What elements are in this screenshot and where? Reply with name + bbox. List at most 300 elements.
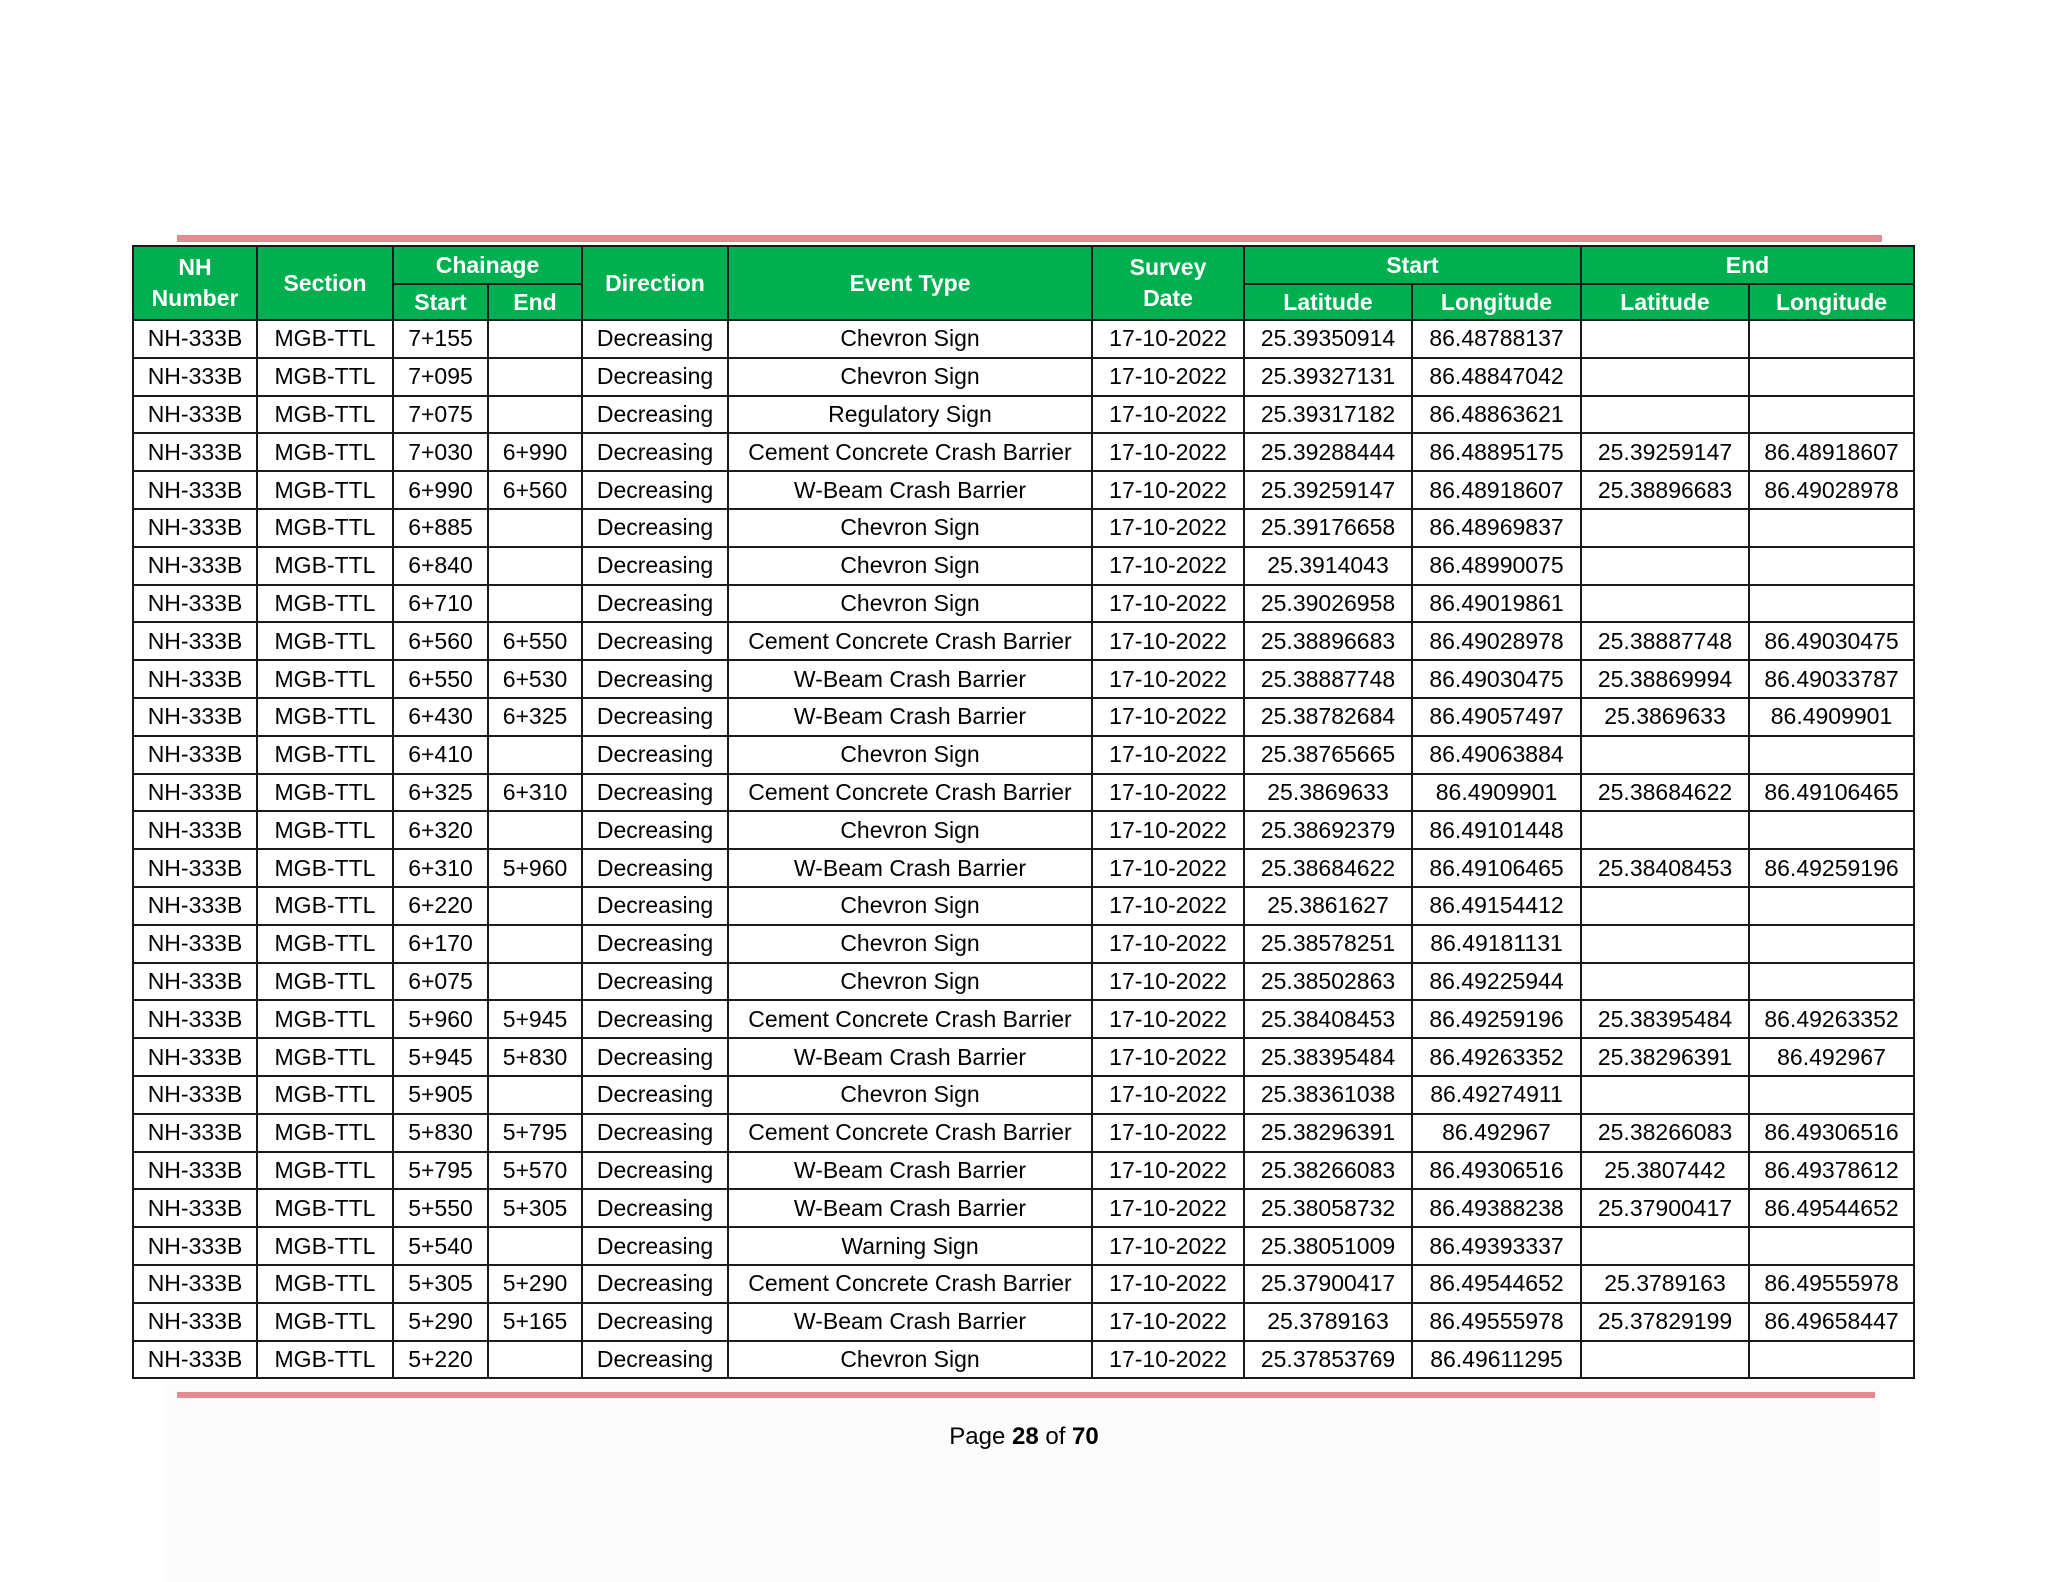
cell-event-type: Chevron Sign — [728, 811, 1092, 849]
header-chainage-end: End — [488, 284, 582, 320]
cell-event-type: Cement Concrete Crash Barrier — [728, 1114, 1092, 1152]
cell-event-type: Chevron Sign — [728, 736, 1092, 774]
cell-event-type: Cement Concrete Crash Barrier — [728, 433, 1092, 471]
cell-survey-date: 17-10-2022 — [1092, 1341, 1244, 1379]
cell-event-type: Cement Concrete Crash Barrier — [728, 774, 1092, 812]
cell-event-type: Chevron Sign — [728, 320, 1092, 358]
cell-nh-number: NH-333B — [133, 547, 257, 585]
table-row — [133, 774, 1914, 812]
top-rule — [177, 235, 1882, 242]
table-row — [133, 358, 1914, 396]
header-chainage-start: Start — [393, 284, 488, 320]
cell-section: MGB-TTL — [257, 433, 393, 471]
cell-direction: Decreasing — [582, 925, 728, 963]
cell-nh-number: NH-333B — [133, 358, 257, 396]
cell-chainage-start: 6+075 — [393, 963, 488, 1001]
cell-start-latitude: 25.38502863 — [1244, 963, 1412, 1001]
cell-direction: Decreasing — [582, 1189, 728, 1227]
cell-start-latitude: 25.3914043 — [1244, 547, 1412, 585]
cell-direction: Decreasing — [582, 1265, 728, 1303]
cell-chainage-start: 6+220 — [393, 887, 488, 925]
table-row — [133, 849, 1914, 887]
table-row — [133, 509, 1914, 547]
cell-chainage-end: 6+990 — [488, 433, 582, 471]
header-start-latitude: Latitude — [1244, 284, 1412, 320]
cell-survey-date: 17-10-2022 — [1092, 433, 1244, 471]
cell-direction: Decreasing — [582, 585, 728, 623]
cell-end-latitude: 25.38408453 — [1581, 849, 1749, 887]
table-row — [133, 471, 1914, 509]
cell-event-type: Chevron Sign — [728, 358, 1092, 396]
cell-event-type: W-Beam Crash Barrier — [728, 1152, 1092, 1190]
cell-chainage-end: 6+325 — [488, 698, 582, 736]
cell-direction: Decreasing — [582, 811, 728, 849]
cell-direction: Decreasing — [582, 660, 728, 698]
cell-start-longitude: 86.49555978 — [1412, 1303, 1581, 1341]
cell-section: MGB-TTL — [257, 320, 393, 358]
cell-survey-date: 17-10-2022 — [1092, 1076, 1244, 1114]
cell-nh-number: NH-333B — [133, 1227, 257, 1265]
cell-direction: Decreasing — [582, 547, 728, 585]
header-section: Section — [257, 246, 393, 320]
cell-event-type: Cement Concrete Crash Barrier — [728, 622, 1092, 660]
cell-start-latitude: 25.3869633 — [1244, 774, 1412, 812]
cell-chainage-start: 5+905 — [393, 1076, 488, 1114]
cell-section: MGB-TTL — [257, 887, 393, 925]
table-row — [133, 1189, 1914, 1227]
cell-survey-date: 17-10-2022 — [1092, 963, 1244, 1001]
table-row — [133, 1114, 1914, 1152]
table-row — [133, 547, 1914, 585]
cell-end-latitude: 25.38887748 — [1581, 622, 1749, 660]
cell-start-longitude: 86.48788137 — [1412, 320, 1581, 358]
cell-end-latitude — [1581, 1227, 1749, 1265]
cell-direction: Decreasing — [582, 1114, 728, 1152]
table-row — [133, 925, 1914, 963]
cell-section: MGB-TTL — [257, 1265, 393, 1303]
cell-section: MGB-TTL — [257, 622, 393, 660]
cell-start-longitude: 86.49101448 — [1412, 811, 1581, 849]
cell-start-longitude: 86.48847042 — [1412, 358, 1581, 396]
cell-end-longitude — [1749, 1341, 1914, 1379]
cell-end-longitude: 86.49544652 — [1749, 1189, 1914, 1227]
cell-chainage-start: 7+030 — [393, 433, 488, 471]
table-row — [133, 320, 1914, 358]
cell-chainage-start: 5+960 — [393, 1000, 488, 1038]
cell-survey-date: 17-10-2022 — [1092, 1265, 1244, 1303]
header-chainage: Chainage — [393, 246, 582, 284]
cell-end-latitude — [1581, 887, 1749, 925]
cell-start-latitude: 25.38051009 — [1244, 1227, 1412, 1265]
cell-start-longitude: 86.49106465 — [1412, 849, 1581, 887]
cell-chainage-start: 7+075 — [393, 396, 488, 434]
cell-nh-number: NH-333B — [133, 660, 257, 698]
cell-section: MGB-TTL — [257, 1038, 393, 1076]
cell-chainage-end — [488, 1227, 582, 1265]
header-direction: Direction — [582, 246, 728, 320]
cell-start-longitude: 86.49544652 — [1412, 1265, 1581, 1303]
cell-survey-date: 17-10-2022 — [1092, 509, 1244, 547]
cell-start-latitude: 25.38782684 — [1244, 698, 1412, 736]
cell-start-latitude: 25.38361038 — [1244, 1076, 1412, 1114]
table-row — [133, 1000, 1914, 1038]
cell-end-longitude: 86.49378612 — [1749, 1152, 1914, 1190]
cell-start-latitude: 25.38887748 — [1244, 660, 1412, 698]
cell-chainage-start: 5+290 — [393, 1303, 488, 1341]
cell-chainage-start: 5+540 — [393, 1227, 488, 1265]
cell-nh-number: NH-333B — [133, 849, 257, 887]
cell-nh-number: NH-333B — [133, 811, 257, 849]
cell-event-type: Chevron Sign — [728, 547, 1092, 585]
cell-event-type: Chevron Sign — [728, 509, 1092, 547]
cell-chainage-start: 5+945 — [393, 1038, 488, 1076]
cell-section: MGB-TTL — [257, 585, 393, 623]
cell-section: MGB-TTL — [257, 1000, 393, 1038]
cell-start-latitude: 25.38692379 — [1244, 811, 1412, 849]
cell-chainage-end: 5+945 — [488, 1000, 582, 1038]
cell-end-latitude: 25.38395484 — [1581, 1000, 1749, 1038]
cell-chainage-end: 5+570 — [488, 1152, 582, 1190]
header-start-longitude: Longitude — [1412, 284, 1581, 320]
cell-chainage-start: 5+830 — [393, 1114, 488, 1152]
cell-survey-date: 17-10-2022 — [1092, 585, 1244, 623]
cell-chainage-end — [488, 585, 582, 623]
cell-event-type: Cement Concrete Crash Barrier — [728, 1000, 1092, 1038]
cell-section: MGB-TTL — [257, 396, 393, 434]
cell-nh-number: NH-333B — [133, 736, 257, 774]
cell-start-longitude: 86.48895175 — [1412, 433, 1581, 471]
cell-nh-number: NH-333B — [133, 887, 257, 925]
table-row — [133, 433, 1914, 471]
cell-start-longitude: 86.49154412 — [1412, 887, 1581, 925]
cell-survey-date: 17-10-2022 — [1092, 320, 1244, 358]
cell-end-latitude: 25.38296391 — [1581, 1038, 1749, 1076]
cell-start-longitude: 86.49181131 — [1412, 925, 1581, 963]
cell-start-longitude: 86.49057497 — [1412, 698, 1581, 736]
cell-nh-number: NH-333B — [133, 509, 257, 547]
cell-chainage-start: 6+310 — [393, 849, 488, 887]
cell-end-longitude — [1749, 396, 1914, 434]
cell-end-latitude — [1581, 1076, 1749, 1114]
cell-end-latitude — [1581, 396, 1749, 434]
cell-end-longitude — [1749, 963, 1914, 1001]
cell-survey-date: 17-10-2022 — [1092, 1114, 1244, 1152]
cell-direction: Decreasing — [582, 622, 728, 660]
cell-direction: Decreasing — [582, 320, 728, 358]
header-end-longitude: Longitude — [1749, 284, 1914, 320]
cell-section: MGB-TTL — [257, 1189, 393, 1227]
cell-start-longitude: 86.48990075 — [1412, 547, 1581, 585]
cell-chainage-end — [488, 1341, 582, 1379]
cell-end-longitude — [1749, 585, 1914, 623]
cell-start-longitude: 86.49063884 — [1412, 736, 1581, 774]
cell-chainage-end: 6+560 — [488, 471, 582, 509]
cell-direction: Decreasing — [582, 849, 728, 887]
cell-start-longitude: 86.49393337 — [1412, 1227, 1581, 1265]
cell-direction: Decreasing — [582, 1038, 728, 1076]
cell-start-latitude: 25.38765665 — [1244, 736, 1412, 774]
cell-end-longitude: 86.49263352 — [1749, 1000, 1914, 1038]
table-row — [133, 396, 1914, 434]
cell-direction: Decreasing — [582, 1341, 728, 1379]
cell-direction: Decreasing — [582, 698, 728, 736]
cell-start-latitude: 25.39327131 — [1244, 358, 1412, 396]
cell-nh-number: NH-333B — [133, 1265, 257, 1303]
cell-nh-number: NH-333B — [133, 433, 257, 471]
cell-chainage-end: 5+305 — [488, 1189, 582, 1227]
cell-event-type: Chevron Sign — [728, 1341, 1092, 1379]
cell-end-latitude — [1581, 509, 1749, 547]
cell-nh-number: NH-333B — [133, 963, 257, 1001]
cell-start-latitude: 25.39288444 — [1244, 433, 1412, 471]
table-header — [133, 246, 1914, 320]
cell-start-longitude: 86.49019861 — [1412, 585, 1581, 623]
table-row — [133, 1038, 1914, 1076]
cell-end-latitude — [1581, 320, 1749, 358]
header-end-latitude: Latitude — [1581, 284, 1749, 320]
cell-survey-date: 17-10-2022 — [1092, 660, 1244, 698]
table-row — [133, 698, 1914, 736]
cell-event-type: Cement Concrete Crash Barrier — [728, 1265, 1092, 1303]
cell-nh-number: NH-333B — [133, 1189, 257, 1227]
cell-chainage-start: 5+795 — [393, 1152, 488, 1190]
cell-start-longitude: 86.48918607 — [1412, 471, 1581, 509]
cell-nh-number: NH-333B — [133, 1038, 257, 1076]
cell-chainage-end — [488, 1076, 582, 1114]
cell-chainage-start: 5+305 — [393, 1265, 488, 1303]
cell-survey-date: 17-10-2022 — [1092, 1038, 1244, 1076]
cell-nh-number: NH-333B — [133, 925, 257, 963]
cell-end-latitude: 25.39259147 — [1581, 433, 1749, 471]
cell-start-longitude: 86.49030475 — [1412, 660, 1581, 698]
cell-direction: Decreasing — [582, 887, 728, 925]
cell-event-type: W-Beam Crash Barrier — [728, 1038, 1092, 1076]
cell-event-type: W-Beam Crash Barrier — [728, 660, 1092, 698]
cell-end-longitude — [1749, 547, 1914, 585]
cell-section: MGB-TTL — [257, 1114, 393, 1152]
cell-section: MGB-TTL — [257, 547, 393, 585]
cell-event-type: Chevron Sign — [728, 963, 1092, 1001]
cell-chainage-start: 7+095 — [393, 358, 488, 396]
cell-chainage-end — [488, 320, 582, 358]
cell-end-longitude: 86.49306516 — [1749, 1114, 1914, 1152]
cell-section: MGB-TTL — [257, 1227, 393, 1265]
cell-chainage-end: 5+290 — [488, 1265, 582, 1303]
page-separator: of — [1045, 1423, 1066, 1450]
cell-end-latitude — [1581, 1341, 1749, 1379]
cell-chainage-end: 6+530 — [488, 660, 582, 698]
cell-start-longitude: 86.49611295 — [1412, 1341, 1581, 1379]
table-row — [133, 887, 1914, 925]
cell-chainage-start: 6+550 — [393, 660, 488, 698]
cell-chainage-start: 6+410 — [393, 736, 488, 774]
cell-section: MGB-TTL — [257, 509, 393, 547]
cell-survey-date: 17-10-2022 — [1092, 1189, 1244, 1227]
cell-section: MGB-TTL — [257, 1341, 393, 1379]
cell-survey-date: 17-10-2022 — [1092, 1000, 1244, 1038]
table-row — [133, 1227, 1914, 1265]
cell-end-latitude — [1581, 585, 1749, 623]
table-row — [133, 963, 1914, 1001]
cell-direction: Decreasing — [582, 509, 728, 547]
cell-start-latitude: 25.37853769 — [1244, 1341, 1412, 1379]
cell-start-longitude: 86.48969837 — [1412, 509, 1581, 547]
cell-nh-number: NH-333B — [133, 396, 257, 434]
cell-end-longitude: 86.4909901 — [1749, 698, 1914, 736]
cell-end-latitude: 25.3869633 — [1581, 698, 1749, 736]
cell-chainage-start: 6+990 — [393, 471, 488, 509]
cell-event-type: W-Beam Crash Barrier — [728, 849, 1092, 887]
cell-chainage-start: 6+320 — [393, 811, 488, 849]
cell-section: MGB-TTL — [257, 1303, 393, 1341]
cell-start-latitude: 25.39176658 — [1244, 509, 1412, 547]
cell-end-longitude — [1749, 509, 1914, 547]
cell-direction: Decreasing — [582, 774, 728, 812]
cell-survey-date: 17-10-2022 — [1092, 471, 1244, 509]
cell-direction: Decreasing — [582, 358, 728, 396]
cell-section: MGB-TTL — [257, 736, 393, 774]
cell-chainage-start: 6+885 — [393, 509, 488, 547]
cell-nh-number: NH-333B — [133, 698, 257, 736]
cell-section: MGB-TTL — [257, 471, 393, 509]
cell-end-longitude — [1749, 320, 1914, 358]
cell-direction: Decreasing — [582, 1227, 728, 1265]
cell-end-longitude — [1749, 1227, 1914, 1265]
cell-end-latitude — [1581, 811, 1749, 849]
cell-chainage-end — [488, 396, 582, 434]
table-row — [133, 1152, 1914, 1190]
cell-end-longitude — [1749, 925, 1914, 963]
cell-start-longitude: 86.49306516 — [1412, 1152, 1581, 1190]
cell-nh-number: NH-333B — [133, 1114, 257, 1152]
page-number — [0, 1423, 2048, 1451]
page-total: 70 — [1072, 1423, 1099, 1450]
cell-event-type: Chevron Sign — [728, 925, 1092, 963]
cell-chainage-start: 6+710 — [393, 585, 488, 623]
cell-start-latitude: 25.39317182 — [1244, 396, 1412, 434]
cell-start-longitude: 86.48863621 — [1412, 396, 1581, 434]
cell-start-longitude: 86.49274911 — [1412, 1076, 1581, 1114]
cell-section: MGB-TTL — [257, 1076, 393, 1114]
cell-survey-date: 17-10-2022 — [1092, 811, 1244, 849]
cell-end-longitude: 86.49033787 — [1749, 660, 1914, 698]
cell-start-latitude: 25.38395484 — [1244, 1038, 1412, 1076]
cell-end-longitude: 86.49259196 — [1749, 849, 1914, 887]
cell-chainage-start: 6+170 — [393, 925, 488, 963]
cell-chainage-start: 6+325 — [393, 774, 488, 812]
cell-chainage-end — [488, 811, 582, 849]
cell-start-latitude: 25.38296391 — [1244, 1114, 1412, 1152]
cell-event-type: W-Beam Crash Barrier — [728, 1303, 1092, 1341]
header-end: End — [1581, 246, 1914, 284]
cell-chainage-end — [488, 509, 582, 547]
cell-start-longitude: 86.492967 — [1412, 1114, 1581, 1152]
cell-end-longitude — [1749, 1076, 1914, 1114]
cell-chainage-end — [488, 887, 582, 925]
page-footer-area — [165, 1384, 1880, 1582]
cell-nh-number: NH-333B — [133, 622, 257, 660]
page-prefix: Page — [949, 1423, 1006, 1450]
cell-direction: Decreasing — [582, 396, 728, 434]
cell-direction: Decreasing — [582, 1000, 728, 1038]
cell-start-latitude: 25.38266083 — [1244, 1152, 1412, 1190]
cell-start-latitude: 25.38408453 — [1244, 1000, 1412, 1038]
cell-end-latitude: 25.38869994 — [1581, 660, 1749, 698]
cell-survey-date: 17-10-2022 — [1092, 396, 1244, 434]
table-body — [133, 320, 1914, 1378]
cell-end-longitude — [1749, 887, 1914, 925]
cell-end-longitude — [1749, 811, 1914, 849]
cell-nh-number: NH-333B — [133, 1303, 257, 1341]
cell-start-latitude: 25.39259147 — [1244, 471, 1412, 509]
cell-section: MGB-TTL — [257, 811, 393, 849]
cell-direction: Decreasing — [582, 1303, 728, 1341]
cell-start-longitude: 86.49225944 — [1412, 963, 1581, 1001]
cell-event-type: W-Beam Crash Barrier — [728, 1189, 1092, 1227]
cell-survey-date: 17-10-2022 — [1092, 622, 1244, 660]
header-event-type: Event Type — [728, 246, 1092, 320]
cell-start-latitude: 25.37900417 — [1244, 1265, 1412, 1303]
cell-start-latitude: 25.3789163 — [1244, 1303, 1412, 1341]
cell-start-longitude: 86.4909901 — [1412, 774, 1581, 812]
cell-start-latitude: 25.38578251 — [1244, 925, 1412, 963]
table-row — [133, 811, 1914, 849]
cell-direction: Decreasing — [582, 1152, 728, 1190]
cell-survey-date: 17-10-2022 — [1092, 849, 1244, 887]
cell-end-longitude: 86.49030475 — [1749, 622, 1914, 660]
cell-survey-date: 17-10-2022 — [1092, 774, 1244, 812]
cell-nh-number: NH-333B — [133, 1152, 257, 1190]
cell-nh-number: NH-333B — [133, 320, 257, 358]
cell-end-longitude: 86.48918607 — [1749, 433, 1914, 471]
cell-end-longitude: 86.49555978 — [1749, 1265, 1914, 1303]
cell-event-type: W-Beam Crash Barrier — [728, 698, 1092, 736]
cell-event-type: W-Beam Crash Barrier — [728, 471, 1092, 509]
cell-section: MGB-TTL — [257, 774, 393, 812]
cell-nh-number: NH-333B — [133, 1341, 257, 1379]
cell-end-latitude: 25.3789163 — [1581, 1265, 1749, 1303]
header-nh-number: NH Number — [133, 246, 257, 320]
table-row — [133, 1303, 1914, 1341]
cell-survey-date: 17-10-2022 — [1092, 1152, 1244, 1190]
cell-chainage-start: 6+840 — [393, 547, 488, 585]
cell-chainage-start: 6+430 — [393, 698, 488, 736]
cell-chainage-end: 5+960 — [488, 849, 582, 887]
cell-section: MGB-TTL — [257, 698, 393, 736]
cell-chainage-end — [488, 963, 582, 1001]
cell-end-latitude — [1581, 358, 1749, 396]
table-row — [133, 622, 1914, 660]
cell-section: MGB-TTL — [257, 660, 393, 698]
cell-start-longitude: 86.49263352 — [1412, 1038, 1581, 1076]
cell-survey-date: 17-10-2022 — [1092, 1227, 1244, 1265]
cell-start-latitude: 25.38684622 — [1244, 849, 1412, 887]
cell-survey-date: 17-10-2022 — [1092, 887, 1244, 925]
cell-start-longitude: 86.49028978 — [1412, 622, 1581, 660]
survey-table — [132, 245, 1915, 1379]
cell-end-longitude: 86.49028978 — [1749, 471, 1914, 509]
table-row — [133, 1076, 1914, 1114]
cell-start-latitude: 25.39026958 — [1244, 585, 1412, 623]
cell-nh-number: NH-333B — [133, 1076, 257, 1114]
bottom-rule — [177, 1392, 1875, 1398]
cell-direction: Decreasing — [582, 1076, 728, 1114]
cell-event-type: Chevron Sign — [728, 887, 1092, 925]
cell-chainage-end — [488, 925, 582, 963]
cell-start-latitude: 25.3861627 — [1244, 887, 1412, 925]
cell-end-latitude: 25.38896683 — [1581, 471, 1749, 509]
cell-direction: Decreasing — [582, 433, 728, 471]
